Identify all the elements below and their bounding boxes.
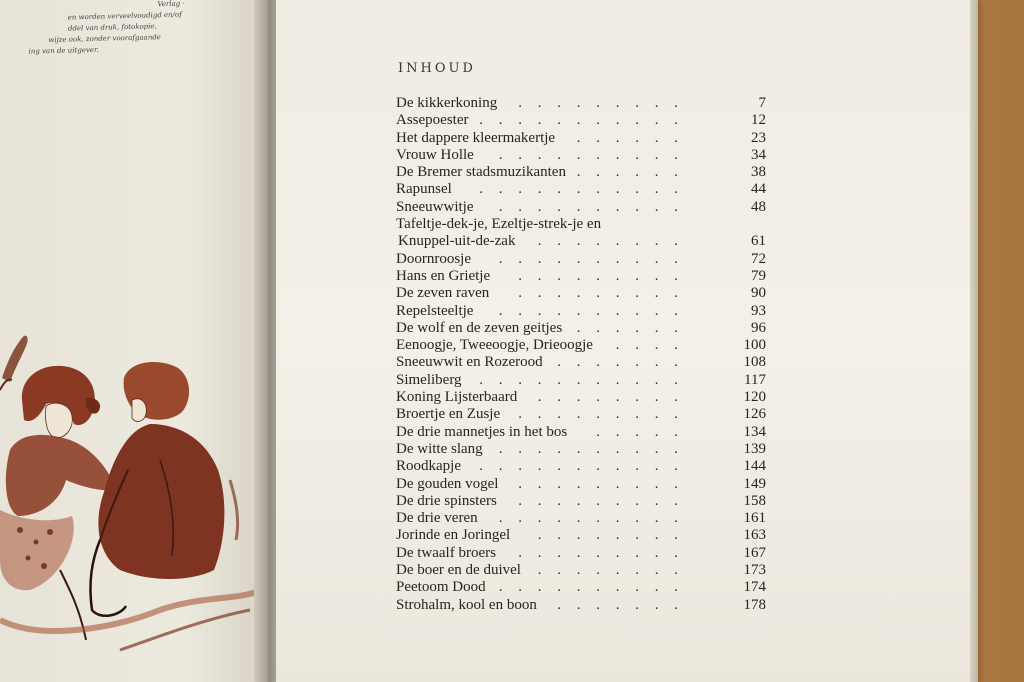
toc-leader-dots: . . . . . . (576, 164, 684, 181)
toc-entry-title: Roodkapje (396, 458, 461, 475)
toc-entry-title: De drie mannetjes in het bos (396, 423, 568, 440)
toc-entry (396, 441, 776, 458)
toc-leader-dots: . . . . . . . . . . . (479, 458, 684, 475)
toc-entry (396, 130, 776, 147)
toc-entry (396, 303, 776, 320)
toc-entry-page-number: 72 (751, 250, 766, 267)
imprint-line: ddel van druk, fotokopie, (67, 22, 157, 33)
toc-leader-dots: . . . . . . (576, 319, 684, 336)
imprint-line: ing van de uitgever. (28, 45, 99, 56)
toc-leader-dots: . . . . . . . . . (518, 95, 684, 111)
toc-entry (396, 372, 776, 389)
toc-leader-dots: . . . . . . . . (537, 562, 684, 579)
toc-entry (396, 181, 776, 198)
toc-entry (396, 112, 776, 129)
toc-entry (396, 251, 776, 268)
toc-entry (396, 320, 776, 337)
toc-entry-page-number: 158 (743, 492, 766, 509)
toc-leader-dots: . . . . . (596, 423, 684, 440)
toc-leader-dots: . . . . . . . . . . (498, 198, 684, 215)
toc-entry-title-continuation: Knuppel-uit-de-zak (398, 233, 516, 250)
toc-entry (396, 476, 776, 493)
toc-entry (396, 216, 776, 251)
toc-entry (396, 337, 776, 354)
toc-entry (396, 597, 776, 614)
table-of-contents (396, 95, 776, 614)
toc-entry (396, 579, 776, 596)
toc-heading: INHOUD (398, 61, 476, 76)
toc-entry-title: De zeven raven (396, 285, 490, 302)
toc-leader-dots: . . . . . . . . . . (498, 250, 684, 267)
toc-entry-title: Sneeuwwitje (396, 198, 474, 215)
toc-entry (396, 493, 776, 510)
toc-entry (396, 95, 776, 112)
toc-leader-dots: . . . . . . (576, 129, 684, 146)
toc-entry-page-number: 61 (751, 233, 766, 250)
toc-leader-dots: . . . . . . . . . . (498, 302, 684, 319)
toc-entry-title: De boer en de duivel (396, 562, 521, 579)
toc-entry-page-number: 7 (758, 95, 766, 111)
toc-leader-dots: . . . . . . . . . . . (479, 181, 684, 198)
toc-entry (396, 389, 776, 406)
toc-entry-page-number: 12 (751, 112, 766, 129)
imprint-line: en worden verveelvoudigd en/of (67, 10, 182, 22)
toc-entry-page-number: 144 (743, 458, 766, 475)
toc-entry-title: Strohalm, kool en boon (396, 596, 537, 613)
toc-entry-page-number: 134 (743, 423, 766, 440)
toc-entry-page-number: 100 (743, 337, 766, 354)
toc-entry-title: De twaalf broers (396, 544, 496, 561)
toc-entry (396, 406, 776, 423)
toc-entry-page-number: 178 (743, 596, 766, 613)
toc-leader-dots: . . . . . . . (557, 354, 684, 371)
imprint-line: Verlag · (157, 0, 185, 9)
toc-entry-page-number: 90 (751, 285, 766, 302)
toc-leader-dots: . . . . . . . . . (518, 267, 684, 284)
toc-entry-title: De kikkerkoning (396, 95, 498, 111)
toc-leader-dots: . . . . . . . . . . . (479, 371, 684, 388)
children-illustration (0, 320, 262, 682)
toc-leader-dots: . . . . . . . . (537, 527, 684, 544)
toc-leader-dots: . . . . . . . . . (518, 475, 684, 492)
toc-entry (396, 285, 776, 302)
toc-entry (396, 545, 776, 562)
toc-entry-title: Hans en Grietje (396, 267, 491, 284)
toc-entry-title: De drie veren (396, 510, 478, 527)
toc-entry-page-number: 38 (751, 164, 766, 181)
toc-entry-page-number: 149 (743, 475, 766, 492)
toc-entry (396, 527, 776, 544)
imprint-line: wijze ook, zonder voorafgaande (48, 33, 162, 45)
toc-leader-dots: . . . . . . . . . (518, 406, 684, 423)
toc-entry-page-number: 48 (751, 198, 766, 215)
toc-entry (396, 458, 776, 475)
toc-leader-dots: . . . . . . . . . (518, 492, 684, 509)
toc-entry-title: Peetoom Dood (396, 579, 486, 596)
toc-entry-title: De gouden vogel (396, 475, 499, 492)
toc-leader-dots: . . . . . . . (557, 596, 684, 613)
toc-entry (396, 147, 776, 164)
toc-leader-dots: . . . . . . . . . (518, 285, 684, 302)
toc-leader-dots: . . . . . . . . . . (498, 510, 684, 527)
toc-entry-title: Assepoester (396, 112, 469, 129)
page-edge (970, 0, 978, 682)
toc-entry-page-number: 120 (743, 389, 766, 406)
toc-entry-page-number: 173 (743, 562, 766, 579)
toc-entry-title: Sneeuwwit en Rozerood (396, 354, 543, 371)
toc-entry-title: Broertje en Zusje (396, 406, 501, 423)
toc-entry-page-number: 96 (751, 319, 766, 336)
toc-entry (396, 424, 776, 441)
toc-entry-page-number: 139 (743, 440, 766, 457)
toc-entry-title: Tafeltje-dek-je, Ezeltje-strek-je en (396, 216, 602, 233)
toc-entry-page-number: 34 (751, 146, 766, 163)
toc-entry-title: Het dappere kleermakertje (396, 129, 556, 146)
toc-entry-page-number: 79 (751, 267, 766, 284)
toc-entry-title: Jorinde en Joringel (396, 527, 511, 544)
toc-entry-page-number: 117 (744, 371, 766, 388)
toc-leader-dots: . . . . . . . . . . . (479, 112, 684, 129)
toc-leader-dots: . . . . . . . . . . (498, 146, 684, 163)
toc-leader-dots: . . . . . . . . . (518, 544, 684, 561)
toc-entry-page-number: 108 (743, 354, 766, 371)
toc-entry-page-number: 167 (743, 544, 766, 561)
toc-leader-dots: . . . . . . . . . . (498, 440, 684, 457)
toc-entry-title: Eenoogje, Tweeoogje, Drieoogje (396, 337, 593, 354)
toc-entry-title: Koning Lijsterbaard (396, 389, 518, 406)
toc-entry-page-number: 174 (743, 579, 766, 596)
toc-entry-title: De wolf en de zeven geitjes (396, 319, 563, 336)
toc-entry-page-number: 44 (751, 181, 766, 198)
toc-leader-dots: . . . . . . . . . . (498, 579, 684, 596)
left-page (0, 0, 262, 682)
toc-entry-title: Repelsteeltje (396, 302, 474, 319)
copyright-imprint (7, 0, 248, 58)
toc-entry-title: Simeliberg (396, 371, 462, 388)
toc-entry (396, 268, 776, 285)
toc-leader-dots: . . . . . . . . (537, 233, 684, 250)
toc-entry-title: De drie spinsters (396, 492, 497, 509)
toc-entry-title: Rapunsel (396, 181, 452, 198)
toc-entry-page-number: 163 (743, 527, 766, 544)
toc-entry (396, 510, 776, 527)
toc-entry-page-number: 126 (743, 406, 766, 423)
toc-entry-title: Doornroosje (396, 250, 471, 267)
toc-leader-dots: . . . . (615, 337, 684, 354)
toc-entry (396, 164, 776, 181)
toc-entry-page-number: 93 (751, 302, 766, 319)
toc-entry (396, 354, 776, 371)
toc-leader-dots: . . . . . . . . (537, 389, 684, 406)
toc-entry-title: De Bremer stadsmuzikanten (396, 164, 566, 181)
toc-entry-page-number: 23 (751, 129, 766, 146)
toc-entry (396, 562, 776, 579)
toc-entry (396, 199, 776, 216)
toc-entry-title: Vrouw Holle (396, 146, 474, 163)
toc-entry-title: De witte slang (396, 440, 483, 457)
toc-entry-page-number: 161 (743, 510, 766, 527)
